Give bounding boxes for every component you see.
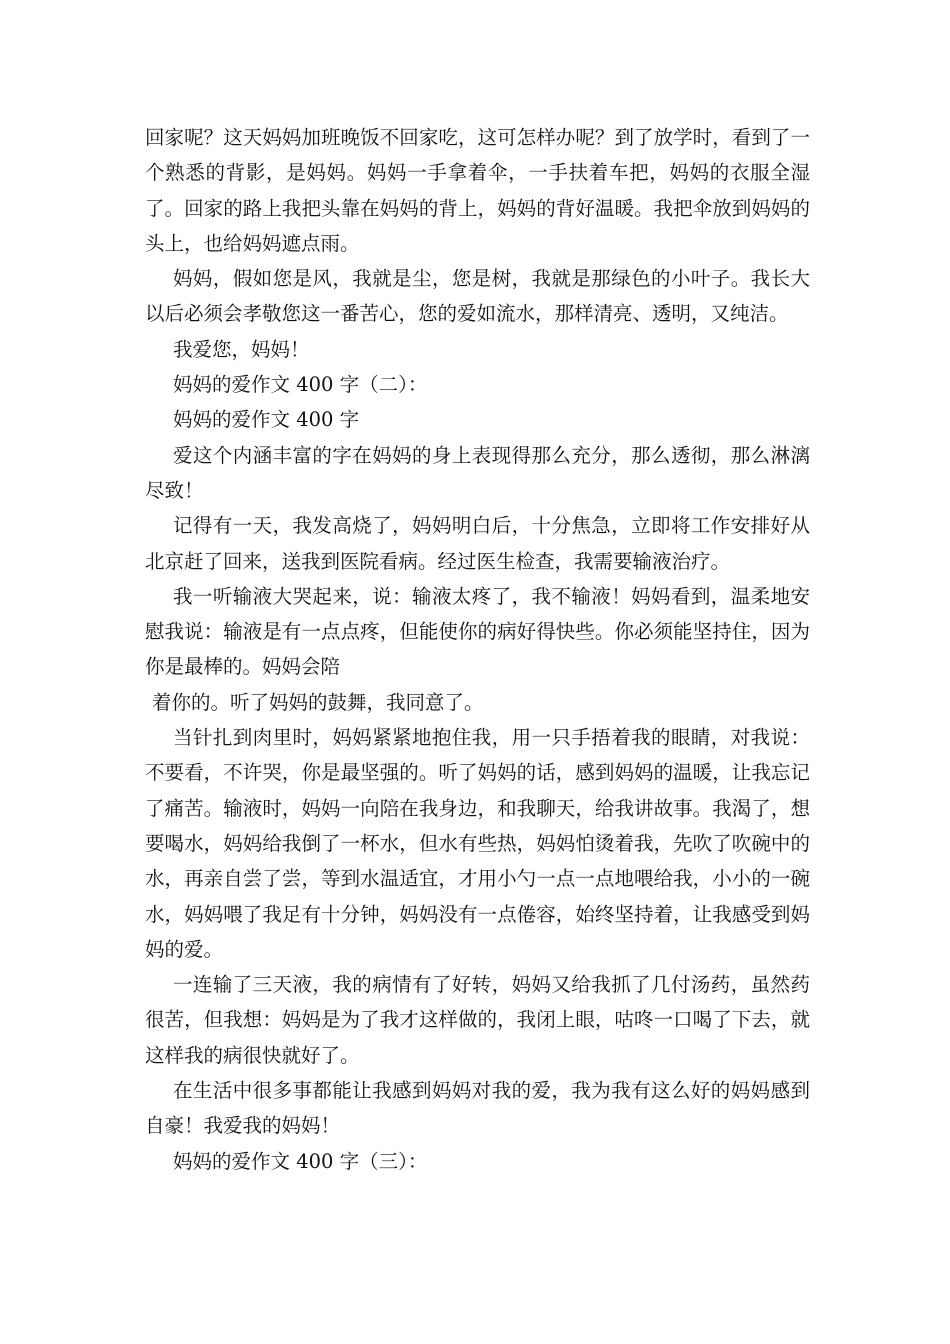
paragraph-fragment: 着你的。听了妈妈的鼓舞，我同意了。 <box>152 690 484 714</box>
paragraph: 妈妈，假如您是风，我就是尘，您是树，我就是那绿色的小叶子。我长大以后必须会孝敬您这一番苦心，您的爱如流水，那样清亮、透明，又纯洁。 <box>145 267 810 326</box>
section-heading: 妈妈的爱作文 400 字（二）： <box>173 373 428 397</box>
paragraph: 一连输了三天液，我的病情有了好转，妈妈又给我抓了几付汤药，虽然药很苦，但我想：妈妈是为了我才这样做的，我闭上眼，咕咚一口喝了下去，就这样我的病很快就好了。 <box>145 973 810 1067</box>
paragraph: 当针扎到肉里时，妈妈紧紧地抱住我，用一只手捂着我的眼睛，对我说：不要看，不许哭，你是最坚强的。听了妈妈的话，感到妈妈的温暖，让我忘记了痛苦。输液时，妈妈一向陪在我身边，和我聊天，给我讲故事。我渴了，想要喝水，妈妈给我倒了一杯水，但水有些热，妈妈怕烫着我，先吹了吹碗中的水，再亲自尝了尝，等到水温适宜，才用小勺一点一点地喂给我，小小的一碗水，妈妈喂了我足有十分钟，妈妈没有一点倦容，始终坚持着，让我感受到妈妈的爱。 <box>145 726 810 961</box>
paragraph: 记得有一天，我发高烧了，妈妈明白后，十分焦急，立即将工作安排好从北京赶了回来，送我到医院看病。经过医生检查，我需要输液治疗。 <box>145 514 810 573</box>
paragraph: 爱这个内涵丰富的字在妈妈的身上表现得那么充分，那么透彻，那么淋漓尽致！ <box>145 443 810 502</box>
essay-title: 妈妈的爱作文 400 字 <box>173 408 360 432</box>
section-heading: 妈妈的爱作文 400 字（三）： <box>173 1149 428 1173</box>
paragraph-continuation: 回家呢？这天妈妈加班晚饭不回家吃，这可怎样办呢？到了放学时，看到了一个熟悉的背影，是妈妈。妈妈一手拿着伞，一手扶着车把，妈妈的衣服全湿了。回家的路上我把头靠在妈妈的背上，妈妈的背好温暖。我把伞放到妈妈的头上，也给妈妈遮点雨。 <box>145 126 810 255</box>
paragraph: 在生活中很多事都能让我感到妈妈对我的爱，我为我有这么好的妈妈感到自豪！我爱我的妈妈！ <box>145 1079 810 1138</box>
paragraph: 我一听输液大哭起来，说：输液太疼了，我不输液！妈妈看到，温柔地安慰我说：输液是有一点点疼，但能使你的病好得快些。你必须能坚持住，因为你是最棒的。妈妈会陪 <box>145 584 810 679</box>
document-body <box>145 120 810 1179</box>
paragraph: 我爱您，妈妈！ <box>173 337 310 361</box>
